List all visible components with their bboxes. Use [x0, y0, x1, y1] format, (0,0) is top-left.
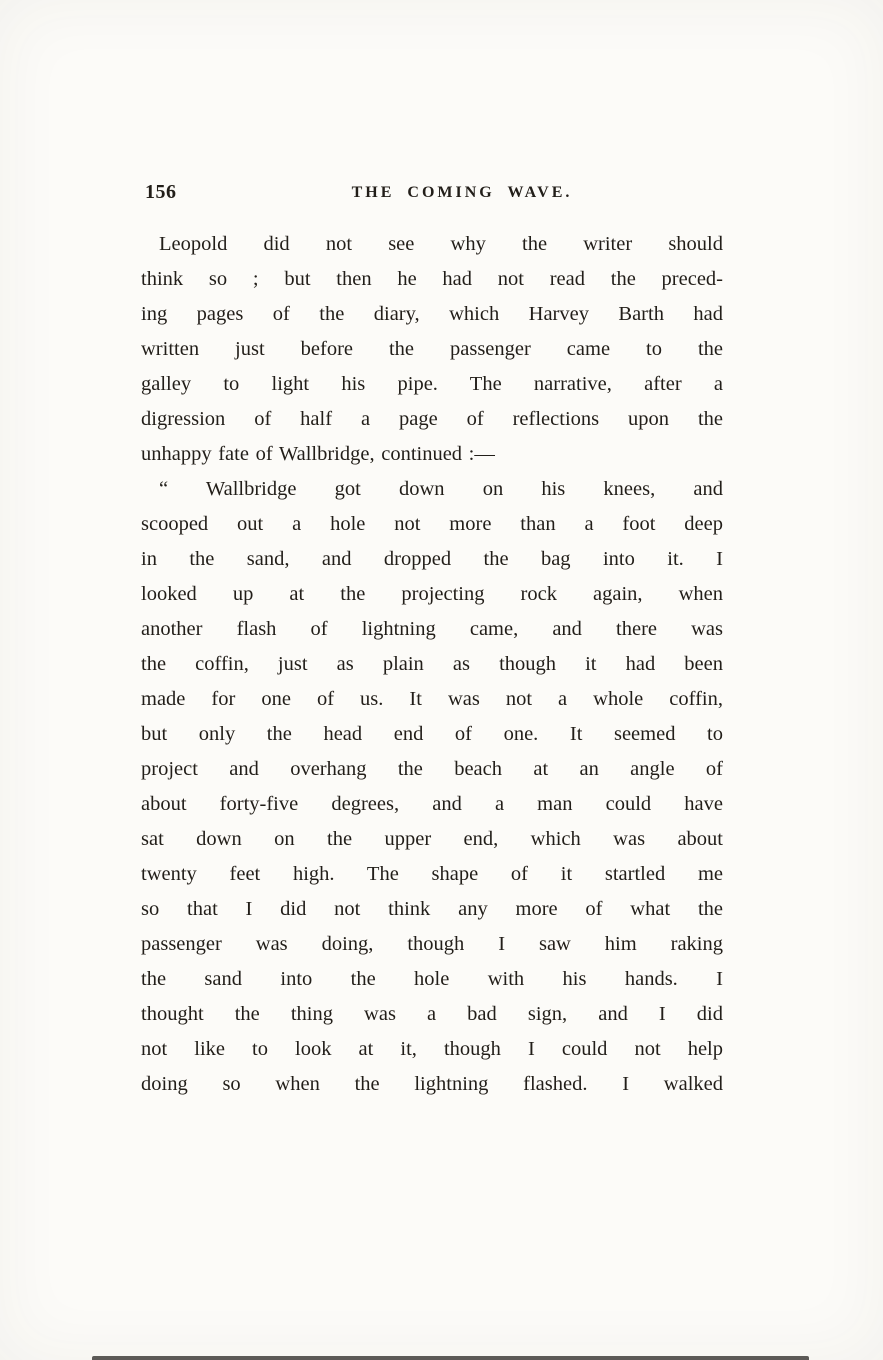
paragraph: [141, 227, 723, 472]
text-line: but only the head end of one. It seemed to: [141, 723, 723, 745]
page-number: 156: [145, 181, 177, 203]
text-line: galley to light his pipe. The narrative, after a: [141, 373, 723, 395]
scan-bottom-edge: [92, 1356, 809, 1360]
text-line: the coffin, just as plain as though it had been: [141, 653, 723, 675]
paragraph: [141, 472, 723, 1102]
text-line: Leopold did not see why the writer should: [159, 233, 723, 255]
text-line: written just before the passenger came to the: [141, 338, 723, 360]
text-line: sat down on the upper end, which was about: [141, 828, 723, 850]
text-line: project and overhang the beach at an angle of: [141, 758, 723, 780]
text-line: another flash of lightning came, and there was: [141, 618, 723, 640]
text-line: about forty-five degrees, and a man could have: [141, 793, 723, 815]
body-text: [141, 227, 723, 1102]
text-line: ing pages of the diary, which Harvey Barth had: [141, 303, 723, 325]
text-line: thought the thing was a bad sign, and I did: [141, 1003, 723, 1025]
text-line: twenty feet high. The shape of it startled me: [141, 863, 723, 885]
running-header: [141, 181, 723, 211]
text-line: digression of half a page of reflections upon the: [141, 408, 723, 430]
text-line: so that I did not think any more of what the: [141, 898, 723, 920]
running-header-title: THE COMING WAVE.: [351, 184, 573, 201]
text-line: passenger was doing, though I saw him raking: [141, 933, 723, 955]
text-line: not like to look at it, though I could not help: [141, 1038, 723, 1060]
text-line: “ Wallbridge got down on his knees, and: [159, 478, 723, 500]
text-block: [141, 181, 723, 1102]
text-line: unhappy fate of Wallbridge, continued :—: [141, 443, 495, 465]
text-line: doing so when the lightning flashed. I walked: [141, 1073, 723, 1095]
text-line: in the sand, and dropped the bag into it. I: [141, 548, 723, 570]
text-line: think so ; but then he had not read the preced-: [141, 268, 723, 290]
text-line: looked up at the projecting rock again, when: [141, 583, 723, 605]
text-line: made for one of us. It was not a whole coffin,: [141, 688, 723, 710]
text-line: scooped out a hole not more than a foot deep: [141, 513, 723, 535]
text-line: the sand into the hole with his hands. I: [141, 968, 723, 990]
